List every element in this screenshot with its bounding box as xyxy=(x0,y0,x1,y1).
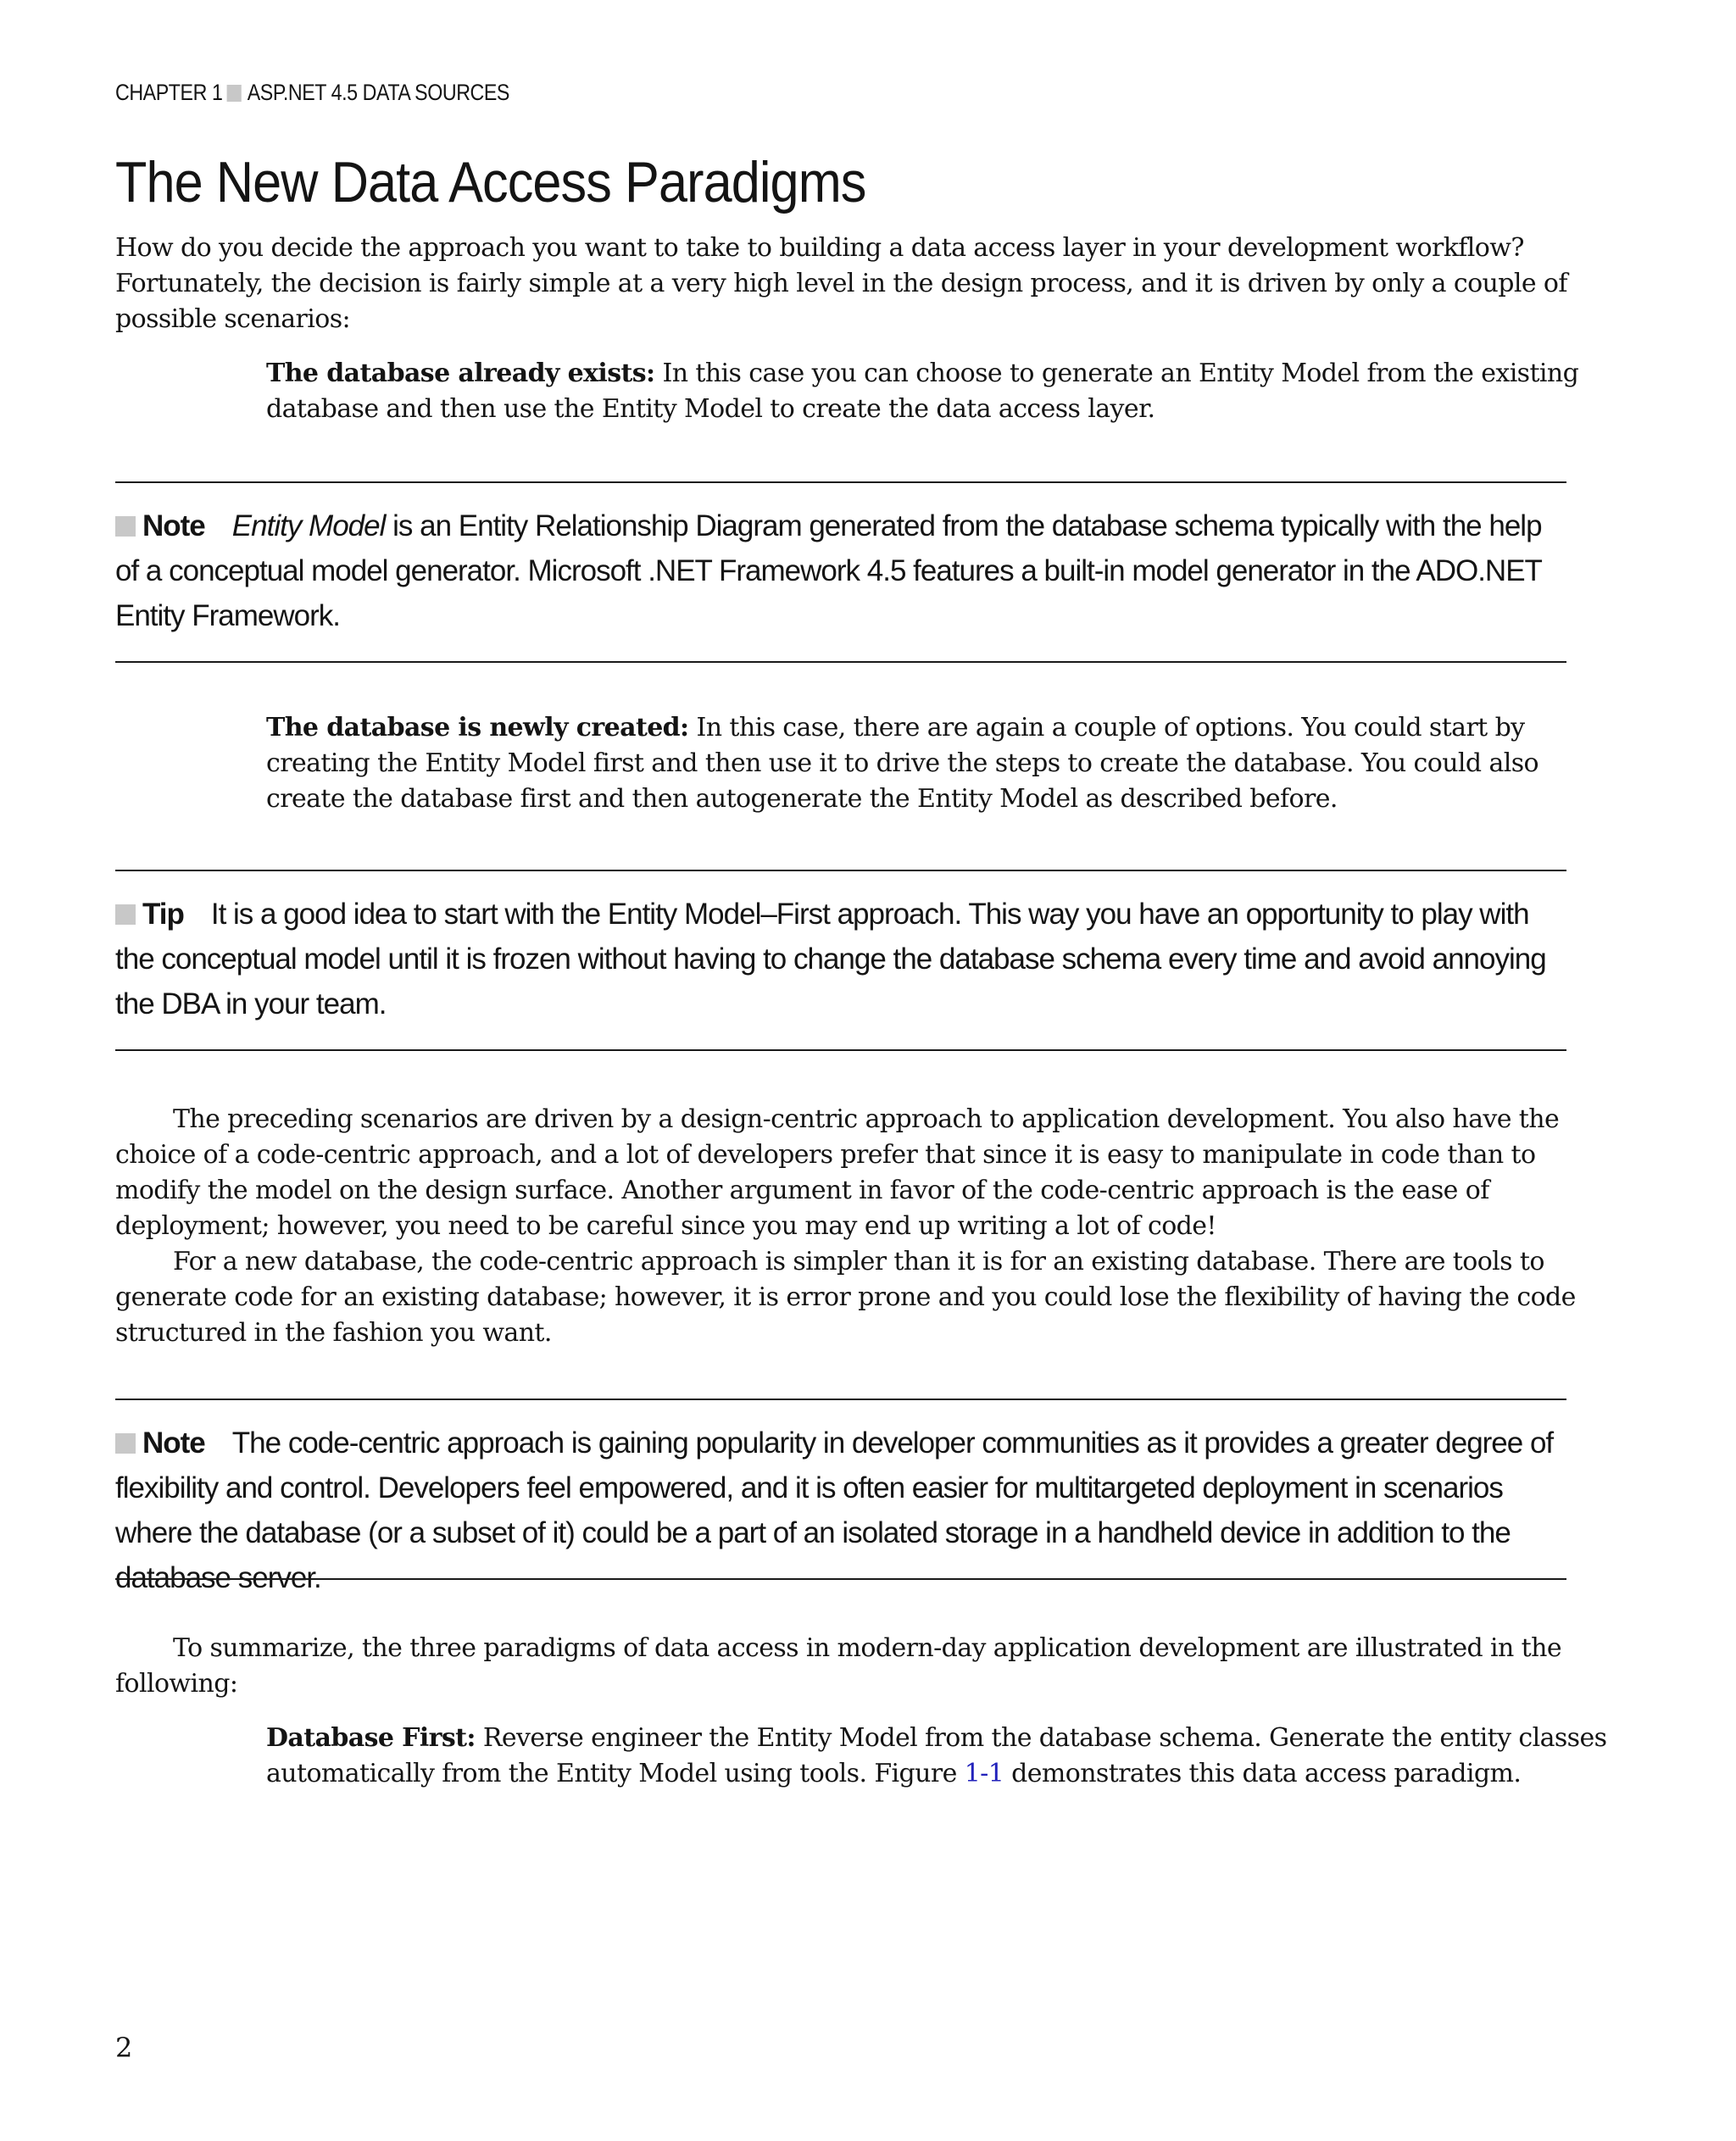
body-paragraph-new-database: For a new database, the code-centric approach is simpler than it is for an existing database. There are tools to generate code for an existing database; however, it is error prone and you could lose the flexibility of having the code structured in the fashion you want. xyxy=(115,1247,1576,1348)
note-label: Note xyxy=(142,509,205,542)
note-text: The code-centric approach is gaining popularity in developer communities as it provides a greater degree of flexibility and control. Developers feel empowered, and it is often easier for multitargeted deployment in scenarios where the database (or a subset of it) could be a part of an isolated storage in a handheld device in addition to the database server. xyxy=(115,1426,1554,1594)
square-bullet-icon xyxy=(115,1433,136,1454)
chapter-label: CHAPTER 1 xyxy=(115,80,223,105)
note-label: Note xyxy=(142,1426,205,1460)
scenario-new-item xyxy=(266,710,1621,817)
section-label: ASP.NET 4.5 DATA SOURCES xyxy=(247,80,509,105)
book-page xyxy=(115,0,1621,2141)
divider-rule xyxy=(115,1578,1566,1580)
running-head xyxy=(115,80,509,106)
database-first-item xyxy=(266,1721,1621,1792)
scenario-new-text: In this case, there are again a couple of options. You could start by creating the Entity Model first and then use it to drive the steps to create the database. You could also create the database first and then autogenerate the Entity Model as described before. xyxy=(266,713,1538,814)
tip-text: It is a good idea to start with the Entity Model–First approach. This way you have an opportunity to play with the conceptual model until it is frozen without having to change the database schema every time and avoid annoying the DBA in your team. xyxy=(115,898,1546,1020)
scenario-new-term: The database is newly created: xyxy=(266,713,689,742)
square-bullet-icon xyxy=(227,85,242,102)
section-title: The New Data Access Paradigms xyxy=(115,150,866,214)
database-first-term: Database First: xyxy=(266,1723,476,1753)
figure-link[interactable]: 1-1 xyxy=(964,1759,1004,1788)
scenario-existing-text: In this case you can choose to generate an Entity Model from the existing database and then use the Entity Model to create the data access layer. xyxy=(266,359,1579,424)
note-box-code-centric xyxy=(115,1421,1566,1600)
square-bullet-icon xyxy=(115,904,136,925)
note-box-entity-model xyxy=(115,503,1566,638)
scenario-existing-item xyxy=(266,356,1621,427)
divider-rule xyxy=(115,870,1566,871)
body-paragraph-design-centric: The preceding scenarios are driven by a design-centric approach to application development. You also have the choice of a code-centric approach, and a lot of developers prefer that since it is easy to manipulate in code than to modify the model on the design surface. Another argument in favor of the code-centric approach is the ease of deployment; however, you need to be careful since you may end up writing a lot of code! xyxy=(115,1104,1560,1241)
divider-rule xyxy=(115,1399,1566,1400)
tip-label: Tip xyxy=(142,898,184,931)
database-first-text: Reverse engineer the Entity Model from the database schema. Generate the entity classes automatically from the Entity Model using tools. Figure xyxy=(266,1723,1607,1788)
page-number: 2 xyxy=(115,2032,133,2064)
tip-box xyxy=(115,892,1566,1026)
note-term: Entity Model xyxy=(231,509,386,542)
divider-rule xyxy=(115,661,1566,663)
intro-paragraph: How do you decide the approach you want to take to building a data access layer in your development workflow? Fortunately, the decision is fairly simple at a very high level in the design process, and it is driven by only a couple of possible scenarios: xyxy=(115,233,1567,334)
divider-rule xyxy=(115,1049,1566,1051)
database-first-text-end: demonstrates this data access paradigm. xyxy=(1004,1759,1522,1788)
square-bullet-icon xyxy=(115,516,136,537)
summary-paragraph: To summarize, the three paradigms of data access in modern-day application development are illustrated in the following: xyxy=(115,1633,1562,1699)
scenario-existing-term: The database already exists: xyxy=(266,359,655,388)
note-text: is an Entity Relationship Diagram generated from the database schema typically with the help of a conceptual model generator. Microsoft .NET Framework 4.5 features a built-in model generator in the ADO.NET Entity Framework. xyxy=(115,509,1542,632)
divider-rule xyxy=(115,481,1566,483)
